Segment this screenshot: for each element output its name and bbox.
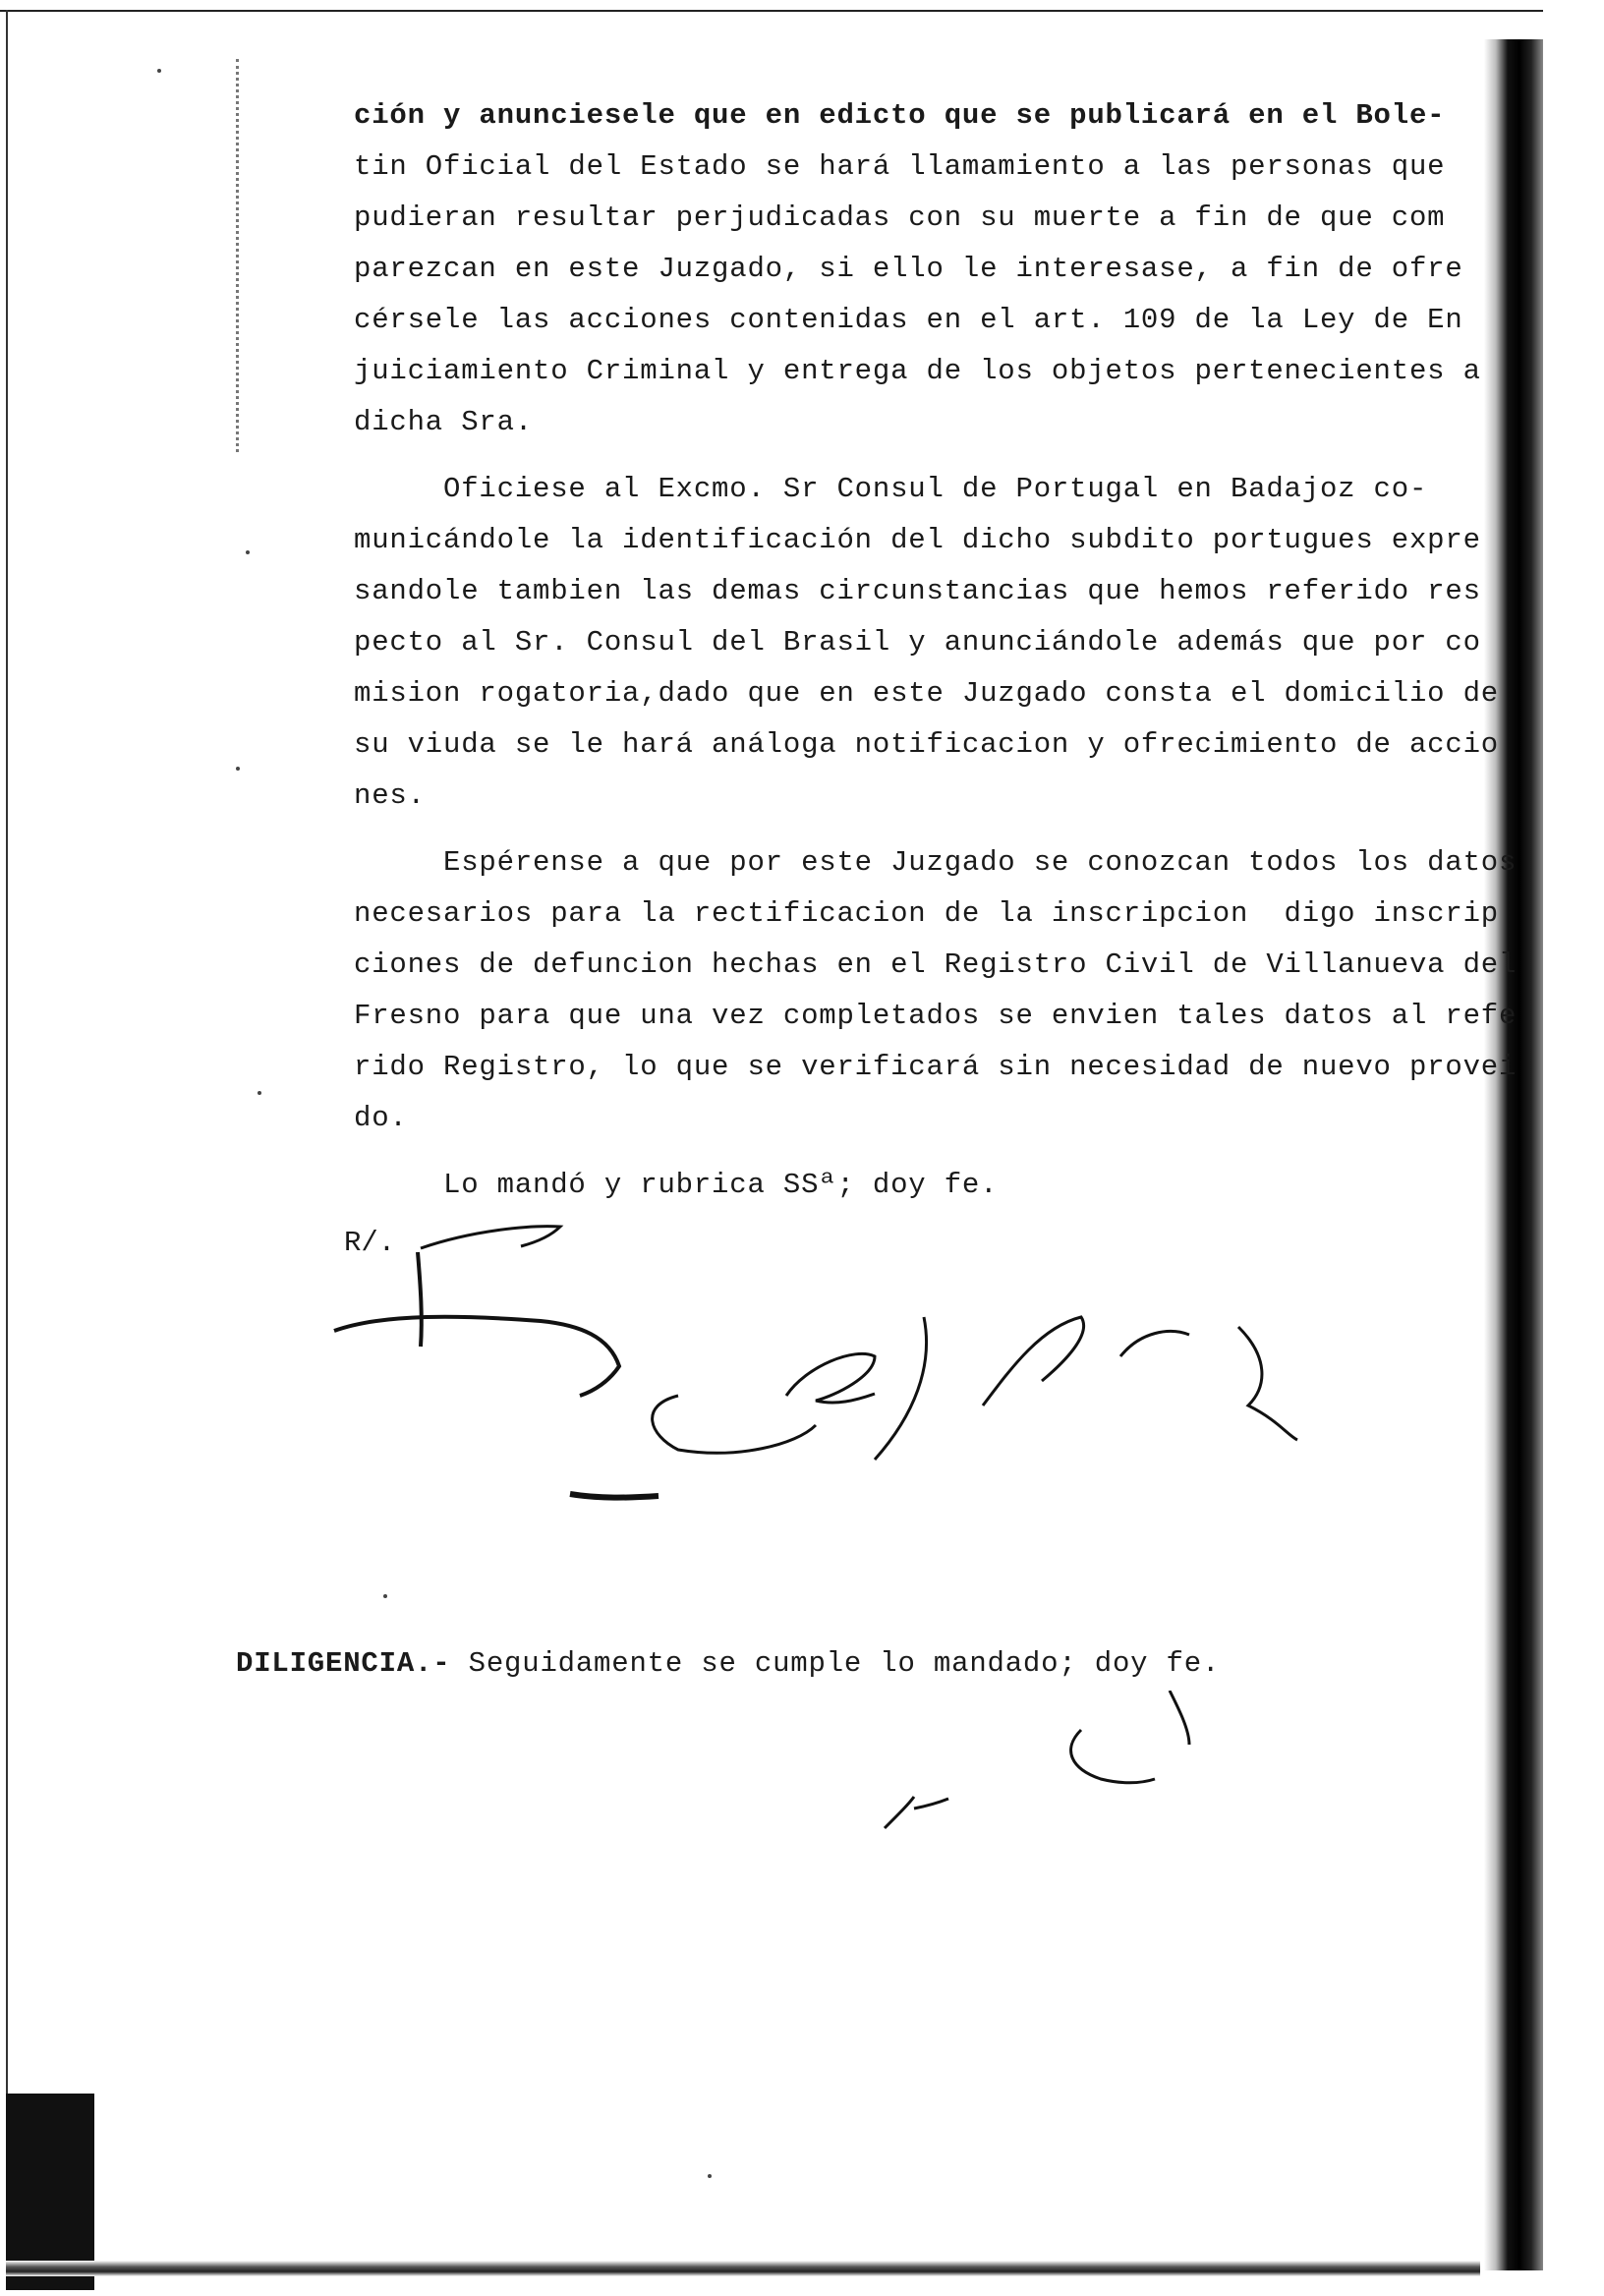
handwritten-signature bbox=[324, 1219, 1455, 1514]
text-line: parezcan en este Juzgado, si ello le interesase, a fin de ofre bbox=[354, 253, 1463, 285]
text-line: do. bbox=[354, 1102, 408, 1134]
text-line: necesarios para la rectificacion de la inscripcion digo inscrip bbox=[354, 897, 1499, 930]
text-line: Lo mandó y rubrica SSª; doy fe. bbox=[354, 1169, 999, 1201]
text-line: mision rogatoria,dado que en este Juzgado consta el domicilio de bbox=[354, 677, 1499, 710]
text-line: juiciamiento Criminal y entrega de los objetos pertenecientes a bbox=[354, 355, 1481, 387]
text-line: pudieran resultar perjudicadas con su muerte a fin de que com bbox=[354, 201, 1446, 234]
diligencia-label: DILIGENCIA.- bbox=[236, 1647, 451, 1680]
text-line: cérsele las acciones contenidas en el art. 109 de la Ley de En bbox=[354, 304, 1463, 336]
text-line: rido Registro, lo que se verificará sin necesidad de nuevo provei bbox=[354, 1051, 1518, 1083]
diligencia-line bbox=[236, 1647, 1220, 1680]
text-line: Fresno para que una vez completados se envien tales datos al refe bbox=[354, 1000, 1518, 1032]
text-line: dicha Sra. bbox=[354, 406, 534, 438]
text-line: su viuda se le hará análoga notificacion y ofrecimiento de accio bbox=[354, 728, 1499, 761]
text-line: ciones de defuncion hechas en el Registro Civil de Villanueva del bbox=[354, 948, 1518, 981]
text-line: municándole la identificación del dicho subdito portugues expre bbox=[354, 524, 1481, 556]
text-line: Espérense a que por este Juzgado se conozcan todos los datos bbox=[354, 846, 1518, 879]
rubric-label: R/. bbox=[344, 1227, 396, 1259]
secretary-signature bbox=[855, 1691, 1209, 1838]
text-line: ción y anunciesele que en edicto que se publicará en el Bole- bbox=[354, 99, 1446, 132]
text-line: sandole tambien las demas circunstancias que hemos referido res bbox=[354, 575, 1481, 607]
text-line: pecto al Sr. Consul del Brasil y anunciándole además que por co bbox=[354, 626, 1481, 659]
diligencia-text: Seguidamente se cumple lo mandado; doy fe. bbox=[450, 1647, 1221, 1680]
text-line: tin Oficial del Estado se hará llamamiento a las personas que bbox=[354, 150, 1446, 183]
text-line: nes. bbox=[354, 779, 426, 812]
text-line: Oficiese al Excmo. Sr Consul de Portugal en Badajoz co- bbox=[354, 473, 1428, 505]
